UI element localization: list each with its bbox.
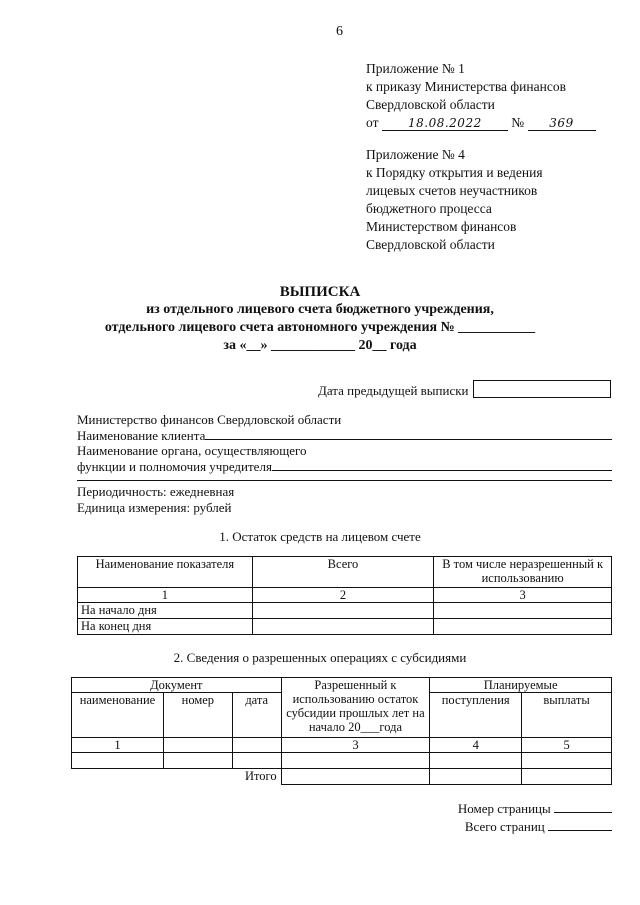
header-indicator: Наименование показателя (78, 557, 253, 588)
appendix-4-line: бюджетного процесса (366, 201, 492, 216)
title-line-4: за «__» ____________ 20__ года (223, 338, 417, 353)
ministry-name: Министерство финансов Свердловской области (77, 412, 342, 427)
ministry-row (77, 412, 612, 428)
column-number: 1 (78, 588, 253, 603)
appendix-4-line: Приложение № 4 (366, 147, 465, 162)
subsidy-operations-table (71, 677, 612, 785)
title-line-2: из отдельного лицевого счета бюджетного учреждения, (146, 302, 494, 317)
cell-empty[interactable] (252, 619, 434, 635)
client-fill-line[interactable] (205, 428, 612, 441)
cell-empty[interactable] (72, 753, 164, 769)
column-number: 3 (281, 738, 430, 753)
divider-line (77, 480, 612, 481)
unit-of-measure: Единица измерения: рублей (77, 499, 232, 515)
prev-statement-date-label: Дата предыдущей выписки (318, 383, 469, 398)
prev-statement-date-field[interactable] (473, 380, 611, 398)
appendix-1-order: к приказу Министерства финансов (366, 79, 566, 94)
header-payments: выплаты (522, 693, 612, 738)
cell-empty[interactable] (163, 753, 232, 769)
periodicity: Периодичность: ежедневная (77, 484, 235, 499)
cell-total[interactable] (281, 769, 430, 785)
appendix-4-block (366, 146, 626, 254)
cell-empty[interactable] (232, 753, 281, 769)
period-info (77, 484, 612, 515)
from-label: от (366, 115, 379, 130)
balance-table (77, 556, 612, 635)
appendix-4-line: Свердловской области (366, 237, 495, 252)
organ-row-2 (77, 459, 612, 475)
cell-empty[interactable] (434, 603, 612, 619)
appendix-1-date-row (366, 114, 626, 132)
handwritten-date: 18.08.2022 (382, 116, 508, 131)
header-total: Всего (252, 557, 434, 588)
column-number: 5 (522, 738, 612, 753)
column-number: 2 (252, 588, 434, 603)
section-1-title: 1. Остаток средств на лицевом счете (219, 529, 421, 544)
column-number: 3 (434, 588, 612, 603)
page-number-row (400, 799, 612, 817)
organ-fill-line[interactable] (272, 459, 612, 472)
page-footer (400, 799, 612, 835)
document-title (0, 283, 640, 355)
cell-total[interactable] (430, 769, 522, 785)
header-unauthorized: В том числе неразрешенный к использованию (434, 557, 612, 588)
header-doc-number: номер (163, 693, 232, 738)
row-label-end: На конец дня (78, 619, 253, 635)
total-pages-row (400, 817, 612, 835)
client-info (77, 412, 612, 474)
number-label: № (511, 115, 525, 130)
cell-empty (232, 738, 281, 753)
page-number-label: Номер страницы (457, 801, 551, 816)
column-number: 4 (430, 738, 522, 753)
appendix-1-block (366, 60, 626, 132)
page-number: 6 (336, 24, 343, 39)
row-label-start: На начало дня (78, 603, 253, 619)
page-number-field[interactable] (554, 799, 612, 813)
cell-empty[interactable] (522, 753, 612, 769)
cell-empty[interactable] (434, 619, 612, 635)
section-2-title: 2. Сведения о разрешенных операциях с субсидиями (173, 650, 467, 665)
header-doc-name: наименование (72, 693, 164, 738)
appendix-1-region: Свердловской области (366, 97, 495, 112)
cell-empty[interactable] (252, 603, 434, 619)
organ-label-1: Наименование органа, осуществляющего (77, 443, 307, 458)
column-number: 1 (72, 738, 164, 753)
total-pages-label: Всего страниц (464, 819, 545, 834)
cell-total[interactable] (522, 769, 612, 785)
client-row (77, 428, 612, 444)
total-label: Итого (244, 769, 277, 783)
header-planned: Планируемые (430, 678, 612, 693)
appendix-4-line: Министерством финансов (366, 219, 517, 234)
total-pages-field[interactable] (548, 817, 612, 831)
handwritten-number: 369 (528, 116, 596, 131)
title-line-3: отдельного лицевого счета автономного учреждения № ___________ (104, 320, 536, 335)
header-allowed-balance: Разрешенный к использованию остаток субсидии прошлых лет на начало 20___года (281, 678, 430, 738)
title-main: ВЫПИСКА (279, 284, 361, 300)
organ-label-2: функции и полномочия учредителя (77, 458, 272, 474)
appendix-1-title: Приложение № 1 (366, 61, 465, 76)
appendix-4-line: к Порядку открытия и ведения (366, 165, 543, 180)
header-doc-date: дата (232, 693, 281, 738)
organ-row-1 (77, 443, 612, 459)
client-label: Наименование клиента (77, 427, 206, 443)
cell-empty (163, 738, 232, 753)
cell-empty[interactable] (430, 753, 522, 769)
header-receipts: поступления (430, 693, 522, 738)
cell-empty[interactable] (281, 753, 430, 769)
appendix-4-line: лицевых счетов неучастников (366, 183, 538, 198)
header-document: Документ (72, 678, 282, 693)
